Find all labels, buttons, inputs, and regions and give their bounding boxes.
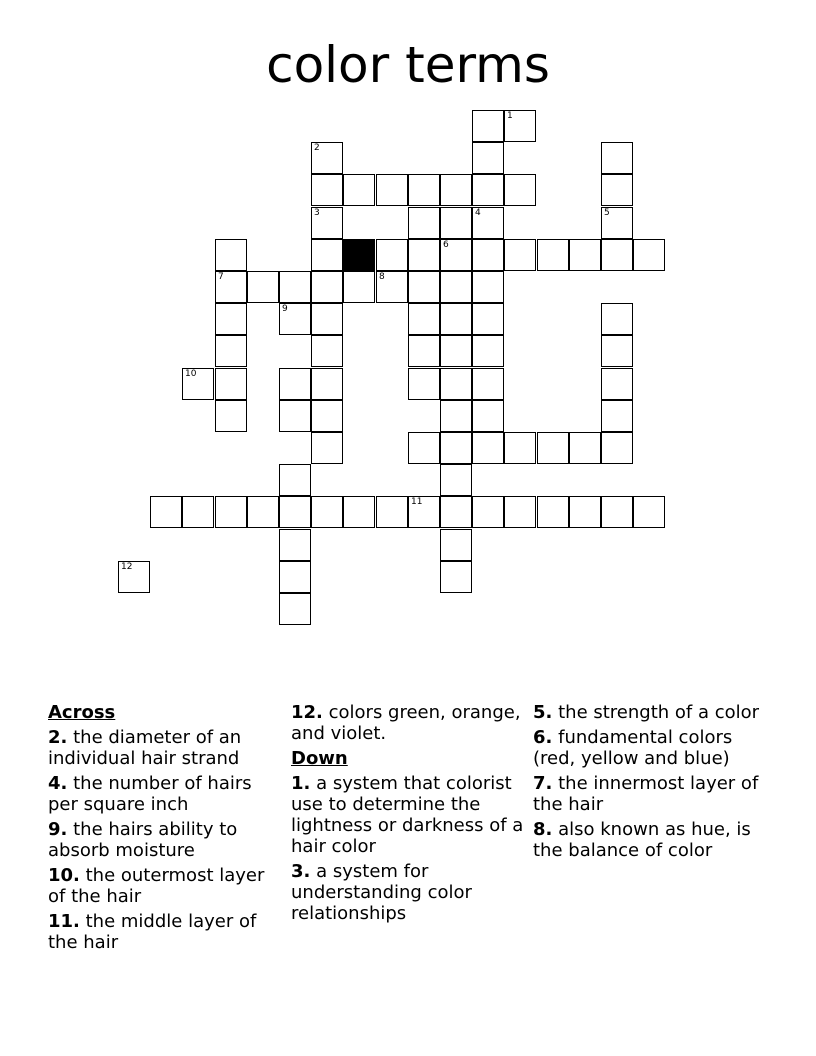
- grid-cell[interactable]: [601, 335, 633, 367]
- grid-cell[interactable]: [440, 432, 472, 464]
- grid-cell[interactable]: [376, 496, 408, 528]
- grid-cell[interactable]: [569, 432, 601, 464]
- clue-number: 4.: [48, 773, 68, 794]
- grid-cell[interactable]: [311, 142, 343, 174]
- down-clue-8: [533, 819, 773, 861]
- clue-text: the diameter of an individual hair strand: [48, 727, 242, 769]
- clue-number: 6.: [533, 727, 553, 748]
- grid-cell[interactable]: [440, 464, 472, 496]
- grid-cell[interactable]: [215, 368, 247, 400]
- grid-cell[interactable]: [601, 303, 633, 335]
- clue-text: the hairs ability to absorb moisture: [48, 819, 238, 861]
- black-cell: [343, 239, 375, 271]
- grid-cell[interactable]: [504, 174, 536, 206]
- grid-cell[interactable]: [279, 464, 311, 496]
- grid-cell[interactable]: [633, 239, 665, 271]
- grid-cell[interactable]: [601, 239, 633, 271]
- across-heading: Across: [48, 702, 116, 723]
- grid-cell[interactable]: [215, 239, 247, 271]
- grid-cell[interactable]: [601, 432, 633, 464]
- grid-cell[interactable]: [118, 561, 150, 593]
- grid-cell[interactable]: [408, 335, 440, 367]
- clue-text: the number of hairs per square inch: [48, 773, 252, 815]
- clue-number-label: 3: [314, 208, 320, 218]
- grid-cell[interactable]: [472, 303, 504, 335]
- grid-cell[interactable]: [601, 496, 633, 528]
- grid-cell[interactable]: [440, 400, 472, 432]
- grid-cell[interactable]: [472, 239, 504, 271]
- grid-cell[interactable]: [472, 142, 504, 174]
- clue-text: the outermost layer of the hair: [48, 865, 265, 907]
- grid-cell[interactable]: [215, 496, 247, 528]
- clue-number-label: 1: [507, 111, 513, 121]
- clue-text: colors green, orange, and violet.: [291, 702, 521, 744]
- grid-cell[interactable]: [601, 174, 633, 206]
- grid-cell[interactable]: [408, 271, 440, 303]
- grid-cell[interactable]: [440, 239, 472, 271]
- grid-cell[interactable]: [472, 174, 504, 206]
- grid-cell[interactable]: [537, 496, 569, 528]
- clue-number-label: 7: [218, 272, 224, 282]
- grid-cell[interactable]: [601, 368, 633, 400]
- grid-cell[interactable]: [440, 368, 472, 400]
- grid-cell[interactable]: [472, 207, 504, 239]
- grid-cell[interactable]: [311, 207, 343, 239]
- clue-number: 2.: [48, 727, 68, 748]
- grid-cell[interactable]: [569, 496, 601, 528]
- grid-cell[interactable]: [537, 432, 569, 464]
- clue-column-3: [533, 702, 773, 865]
- clue-number-label: 10: [185, 369, 197, 379]
- clue-text: the middle layer of the hair: [48, 911, 257, 953]
- grid-cell[interactable]: [440, 271, 472, 303]
- grid-cell[interactable]: [408, 303, 440, 335]
- grid-cell[interactable]: [279, 496, 311, 528]
- across-clue-4: [48, 773, 278, 815]
- grid-cell[interactable]: [408, 432, 440, 464]
- grid-cell[interactable]: [343, 271, 375, 303]
- clue-number: 8.: [533, 819, 553, 840]
- grid-cell[interactable]: [343, 174, 375, 206]
- grid-cell[interactable]: [472, 496, 504, 528]
- grid-cell[interactable]: [311, 432, 343, 464]
- grid-cell[interactable]: [311, 496, 343, 528]
- grid-cell[interactable]: [215, 271, 247, 303]
- grid-cell[interactable]: [440, 496, 472, 528]
- grid-cell[interactable]: [601, 142, 633, 174]
- clue-number: 11.: [48, 911, 80, 932]
- grid-cell[interactable]: [408, 174, 440, 206]
- grid-cell[interactable]: [376, 239, 408, 271]
- grid-cell[interactable]: [279, 529, 311, 561]
- grid-cell[interactable]: [247, 496, 279, 528]
- across-clue-10: [48, 865, 278, 907]
- grid-cell[interactable]: [311, 303, 343, 335]
- across-clue-11: [48, 911, 278, 953]
- grid-cell[interactable]: [504, 239, 536, 271]
- grid-cell[interactable]: [440, 303, 472, 335]
- grid-cell[interactable]: [440, 529, 472, 561]
- grid-cell[interactable]: [504, 496, 536, 528]
- clue-number-label: 2: [314, 143, 320, 153]
- clue-text: also known as hue, is the balance of color: [533, 819, 751, 861]
- across-clue-9: [48, 819, 278, 861]
- grid-cell[interactable]: [408, 239, 440, 271]
- grid-cell[interactable]: [408, 496, 440, 528]
- grid-cell[interactable]: [633, 496, 665, 528]
- grid-cell[interactable]: [408, 207, 440, 239]
- grid-cell[interactable]: [343, 496, 375, 528]
- grid-cell[interactable]: [279, 303, 311, 335]
- grid-cell[interactable]: [311, 239, 343, 271]
- grid-cell[interactable]: [311, 368, 343, 400]
- grid-cell[interactable]: [472, 335, 504, 367]
- grid-cell[interactable]: [601, 207, 633, 239]
- grid-cell[interactable]: [472, 368, 504, 400]
- grid-cell[interactable]: [376, 174, 408, 206]
- clue-number-label: 5: [604, 208, 610, 218]
- down-clue-3: [291, 861, 526, 924]
- grid-cell[interactable]: [311, 400, 343, 432]
- clue-number-label: 4: [475, 208, 481, 218]
- clue-number-label: 12: [121, 562, 133, 572]
- clue-text: fundamental colors (red, yellow and blue): [533, 727, 733, 769]
- grid-cell[interactable]: [279, 593, 311, 625]
- clue-text: a system for understanding color relationships: [291, 861, 472, 924]
- grid-cell[interactable]: [215, 400, 247, 432]
- grid-cell[interactable]: [215, 303, 247, 335]
- clue-number: 3.: [291, 861, 311, 882]
- clue-text: the innermost layer of the hair: [533, 773, 759, 815]
- grid-cell[interactable]: [279, 271, 311, 303]
- clue-number: 5.: [533, 702, 553, 723]
- clue-number: 1.: [291, 773, 311, 794]
- grid-cell[interactable]: [472, 271, 504, 303]
- grid-cell[interactable]: [440, 207, 472, 239]
- clue-text: the strength of a color: [558, 702, 760, 723]
- clue-number: 12.: [291, 702, 323, 723]
- grid-cell[interactable]: [472, 110, 504, 142]
- grid-cell[interactable]: [408, 368, 440, 400]
- clue-text: a system that colorist use to determine the lightness or darkness of a hair color: [291, 773, 524, 857]
- grid-cell[interactable]: [150, 496, 182, 528]
- clue-number: 7.: [533, 773, 553, 794]
- grid-cell[interactable]: [279, 400, 311, 432]
- down-clue-5: [533, 702, 773, 723]
- down-clue-1: [291, 773, 526, 857]
- down-heading: Down: [291, 748, 348, 769]
- page-title: color terms: [266, 36, 550, 94]
- clue-number: 10.: [48, 865, 80, 886]
- clue-number-label: 11: [411, 497, 423, 507]
- grid-cell[interactable]: [537, 239, 569, 271]
- grid-cell[interactable]: [182, 368, 214, 400]
- grid-cell[interactable]: [376, 271, 408, 303]
- grid-cell[interactable]: [279, 368, 311, 400]
- down-clue-6: [533, 727, 773, 769]
- grid-cell[interactable]: [311, 335, 343, 367]
- down-clue-7: [533, 773, 773, 815]
- clue-number-label: 9: [282, 304, 288, 314]
- grid-cell[interactable]: [504, 110, 536, 142]
- grid-cell[interactable]: [215, 335, 247, 367]
- grid-cell[interactable]: [569, 239, 601, 271]
- grid-cell[interactable]: [182, 496, 214, 528]
- grid-cell[interactable]: [279, 561, 311, 593]
- across-clue-12: [291, 702, 526, 744]
- grid-cell[interactable]: [247, 271, 279, 303]
- grid-cell[interactable]: [440, 561, 472, 593]
- clue-number-label: 8: [379, 272, 385, 282]
- clue-number-label: 6: [443, 240, 449, 250]
- clue-column-1: [48, 702, 278, 957]
- grid-cell[interactable]: [311, 174, 343, 206]
- across-clue-2: [48, 727, 278, 769]
- grid-cell[interactable]: [472, 432, 504, 464]
- clue-number: 9.: [48, 819, 68, 840]
- grid-cell[interactable]: [472, 400, 504, 432]
- grid-cell[interactable]: [440, 174, 472, 206]
- grid-cell[interactable]: [311, 271, 343, 303]
- grid-cell[interactable]: [601, 400, 633, 432]
- clue-column-2: [291, 702, 526, 928]
- grid-cell[interactable]: [504, 432, 536, 464]
- grid-cell[interactable]: [440, 335, 472, 367]
